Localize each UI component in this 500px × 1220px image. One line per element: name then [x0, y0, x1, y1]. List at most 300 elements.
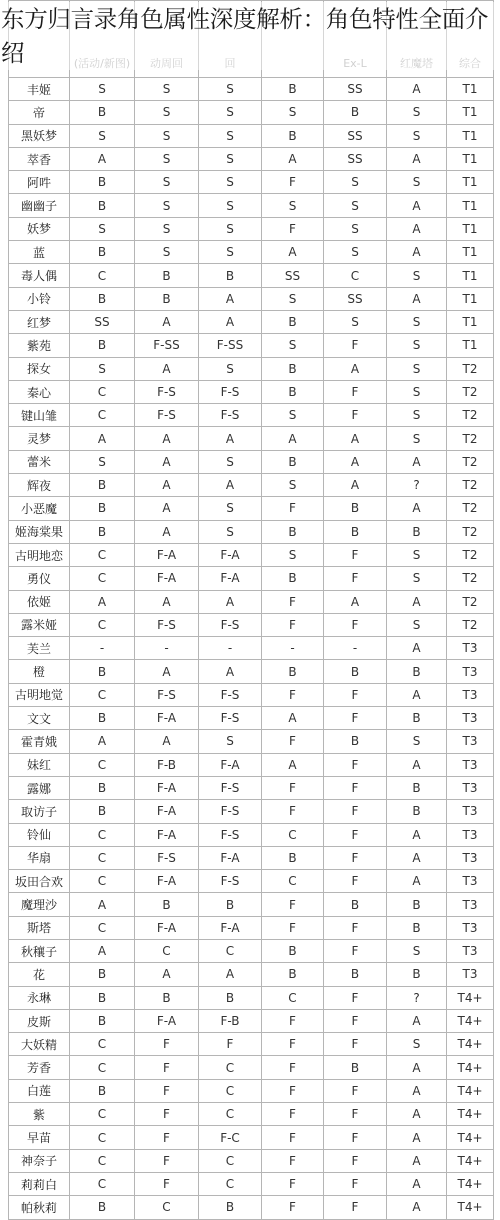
rating-cell: B — [387, 800, 447, 823]
rating-cell: F — [324, 1149, 387, 1172]
column-header-7: 综合 — [447, 1, 494, 78]
rating-cell: S — [387, 357, 447, 380]
rating-cell: S — [387, 334, 447, 357]
rating-cell: A — [135, 660, 199, 683]
rating-cell: B — [70, 194, 135, 217]
rating-cell: B — [262, 567, 324, 590]
rating-cell: T4+ — [447, 1103, 494, 1126]
rating-cell: F-S — [135, 404, 199, 427]
rating-cell: S — [262, 287, 324, 310]
rating-cell: T2 — [447, 590, 494, 613]
rating-cell: F-S — [199, 404, 262, 427]
rating-cell: B — [262, 450, 324, 473]
rating-cell: B — [199, 264, 262, 287]
rating-cell: B — [135, 986, 199, 1009]
rating-cell: F-S — [199, 380, 262, 403]
rating-cell: B — [324, 497, 387, 520]
rating-cell: T4+ — [447, 1149, 494, 1172]
rating-cell: C — [70, 1149, 135, 1172]
table-row — [9, 1172, 494, 1195]
character-name-cell: 铃仙 — [9, 823, 70, 846]
rating-cell: C — [70, 1033, 135, 1056]
table-row — [9, 590, 494, 613]
rating-cell: T3 — [447, 916, 494, 939]
rating-cell: C — [70, 380, 135, 403]
rating-cell: A — [135, 590, 199, 613]
rating-cell: S — [199, 241, 262, 264]
rating-cell: B — [387, 660, 447, 683]
character-name-cell: 大妖精 — [9, 1033, 70, 1056]
rating-cell: S — [262, 404, 324, 427]
rating-cell: F-A — [135, 870, 199, 893]
character-name-cell: 幽幽子 — [9, 194, 70, 217]
rating-cell: SS — [262, 264, 324, 287]
table-row — [9, 846, 494, 869]
character-name-cell: 探女 — [9, 357, 70, 380]
character-name-cell: 神奈子 — [9, 1149, 70, 1172]
rating-cell: B — [324, 730, 387, 753]
rating-cell: F — [262, 1149, 324, 1172]
rating-cell: F — [324, 543, 387, 566]
rating-cell: S — [387, 613, 447, 636]
rating-cell: S — [70, 450, 135, 473]
rating-cell: S — [199, 78, 262, 101]
rating-cell: T1 — [447, 78, 494, 101]
rating-cell: B — [70, 660, 135, 683]
rating-cell: S — [199, 124, 262, 147]
rating-cell: A — [135, 427, 199, 450]
table-row — [9, 1149, 494, 1172]
rating-cell: F — [324, 986, 387, 1009]
rating-cell: F-S — [199, 683, 262, 706]
rating-cell: F — [262, 1126, 324, 1149]
rating-cell: T1 — [447, 264, 494, 287]
rating-cell: S — [387, 310, 447, 333]
rating-cell: A — [387, 287, 447, 310]
table-row — [9, 1196, 494, 1219]
rating-cell: A — [199, 287, 262, 310]
character-name-cell: 莉莉白 — [9, 1172, 70, 1195]
rating-cell: S — [70, 357, 135, 380]
rating-cell: A — [70, 427, 135, 450]
rating-cell: C — [199, 1056, 262, 1079]
rating-cell: F — [262, 1103, 324, 1126]
rating-cell: A — [199, 427, 262, 450]
table-row — [9, 939, 494, 962]
rating-cell: F-S — [135, 846, 199, 869]
rating-cell: A — [262, 707, 324, 730]
rating-cell: B — [262, 520, 324, 543]
rating-cell: S — [324, 171, 387, 194]
rating-cell: C — [70, 916, 135, 939]
rating-cell: S — [199, 497, 262, 520]
table-row — [9, 217, 494, 240]
rating-cell: F-A — [135, 1009, 199, 1032]
character-name-cell: 早苗 — [9, 1126, 70, 1149]
character-name-cell: 帝 — [9, 101, 70, 124]
rating-cell: S — [262, 194, 324, 217]
rating-cell: B — [262, 124, 324, 147]
rating-cell: T2 — [447, 427, 494, 450]
table-row — [9, 613, 494, 636]
rating-cell: A — [324, 357, 387, 380]
rating-cell: F-S — [199, 823, 262, 846]
rating-cell: A — [387, 753, 447, 776]
rating-cell: T2 — [447, 404, 494, 427]
rating-cell: C — [70, 613, 135, 636]
rating-cell: B — [70, 497, 135, 520]
rating-cell: F-B — [135, 753, 199, 776]
character-name-cell: 蓝 — [9, 241, 70, 264]
rating-cell: T2 — [447, 543, 494, 566]
rating-cell: F — [262, 171, 324, 194]
rating-cell: B — [262, 380, 324, 403]
rating-cell: C — [70, 543, 135, 566]
rating-cell: F — [262, 1196, 324, 1219]
rating-cell: F — [324, 1196, 387, 1219]
rating-cell: T1 — [447, 101, 494, 124]
rating-cell: A — [387, 1126, 447, 1149]
rating-cell: C — [70, 683, 135, 706]
rating-cell: T4+ — [447, 986, 494, 1009]
rating-cell: ? — [387, 986, 447, 1009]
rating-cell: F — [324, 1172, 387, 1195]
rating-cell: A — [387, 241, 447, 264]
table-row — [9, 1033, 494, 1056]
rating-cell: C — [70, 1103, 135, 1126]
rating-cell: T3 — [447, 823, 494, 846]
rating-cell: B — [70, 986, 135, 1009]
table-row — [9, 637, 494, 660]
rating-cell: T3 — [447, 730, 494, 753]
rating-cell: F — [135, 1172, 199, 1195]
column-header-5: Ex-L — [324, 1, 387, 78]
rating-cell: B — [135, 893, 199, 916]
rating-cell: B — [387, 707, 447, 730]
rating-cell: F — [262, 217, 324, 240]
table-row — [9, 543, 494, 566]
rating-cell: B — [199, 893, 262, 916]
rating-cell: C — [70, 1126, 135, 1149]
rating-cell: T1 — [447, 171, 494, 194]
character-name-cell: 露娜 — [9, 776, 70, 799]
rating-cell: S — [262, 543, 324, 566]
rating-cell: S — [387, 404, 447, 427]
rating-cell: B — [324, 101, 387, 124]
character-name-cell: 秦心 — [9, 380, 70, 403]
table-row — [9, 823, 494, 846]
rating-cell: F — [262, 683, 324, 706]
rating-cell: B — [262, 846, 324, 869]
rating-cell: A — [135, 450, 199, 473]
rating-cell: A — [387, 637, 447, 660]
rating-cell: S — [135, 241, 199, 264]
rating-cell: S — [135, 78, 199, 101]
rating-cell: B — [387, 520, 447, 543]
rating-cell: B — [135, 264, 199, 287]
rating-cell: F-SS — [135, 334, 199, 357]
character-name-cell: 取访子 — [9, 800, 70, 823]
character-name-cell: 皮斯 — [9, 1009, 70, 1032]
rating-cell: B — [70, 1009, 135, 1032]
rating-cell: S — [135, 217, 199, 240]
rating-cell: A — [387, 846, 447, 869]
rating-cell: T4+ — [447, 1009, 494, 1032]
character-name-cell: 丰姬 — [9, 78, 70, 101]
table-row — [9, 730, 494, 753]
rating-cell: B — [324, 660, 387, 683]
rating-cell: T3 — [447, 963, 494, 986]
rating-cell: B — [70, 1196, 135, 1219]
rating-cell: A — [135, 963, 199, 986]
rating-cell: A — [135, 520, 199, 543]
rating-cell: F — [135, 1149, 199, 1172]
rating-cell: T1 — [447, 147, 494, 170]
character-name-cell: 白莲 — [9, 1079, 70, 1102]
rating-cell: F — [135, 1056, 199, 1079]
rating-cell: F — [324, 1079, 387, 1102]
rating-cell: SS — [324, 78, 387, 101]
rating-cell: F — [262, 1033, 324, 1056]
character-name-cell: 紫 — [9, 1103, 70, 1126]
column-header-1: (活动/新图) — [70, 1, 135, 78]
rating-cell: F — [324, 823, 387, 846]
character-name-cell: 勇仪 — [9, 567, 70, 590]
rating-cell: SS — [324, 287, 387, 310]
character-name-cell: 紫苑 — [9, 334, 70, 357]
rating-cell: S — [199, 357, 262, 380]
rating-cell: C — [199, 939, 262, 962]
rating-cell: T3 — [447, 707, 494, 730]
rating-cell: C — [70, 1056, 135, 1079]
rating-cell: A — [387, 1009, 447, 1032]
rating-cell: C — [199, 1149, 262, 1172]
rating-cell: F-S — [135, 380, 199, 403]
rating-cell: F — [262, 613, 324, 636]
rating-cell: F — [262, 776, 324, 799]
rating-cell: S — [199, 101, 262, 124]
rating-cell: F — [199, 1033, 262, 1056]
rating-cell: C — [70, 1172, 135, 1195]
rating-cell: F — [324, 380, 387, 403]
character-rating-table — [8, 0, 494, 1220]
rating-cell: S — [387, 427, 447, 450]
rating-cell: B — [199, 1196, 262, 1219]
rating-cell: F — [324, 800, 387, 823]
rating-cell: T2 — [447, 450, 494, 473]
character-name-cell: 萃香 — [9, 147, 70, 170]
table-row — [9, 1009, 494, 1032]
rating-cell: F — [262, 1056, 324, 1079]
table-body — [9, 78, 494, 1220]
character-name-cell: 帕秋莉 — [9, 1196, 70, 1219]
character-name-cell: 键山雏 — [9, 404, 70, 427]
rating-cell: S — [199, 147, 262, 170]
rating-cell: S — [199, 520, 262, 543]
rating-cell: A — [70, 730, 135, 753]
rating-cell: C — [199, 1079, 262, 1102]
rating-cell: F-S — [199, 800, 262, 823]
table-row — [9, 916, 494, 939]
rating-cell: A — [387, 1079, 447, 1102]
rating-cell: T3 — [447, 800, 494, 823]
rating-cell: B — [70, 171, 135, 194]
rating-cell: T2 — [447, 613, 494, 636]
rating-cell: A — [387, 1056, 447, 1079]
rating-cell: S — [70, 124, 135, 147]
rating-cell: - — [199, 637, 262, 660]
rating-cell: S — [387, 567, 447, 590]
rating-cell: F-A — [135, 543, 199, 566]
character-name-cell: 斯塔 — [9, 916, 70, 939]
character-name-cell: 古明地觉 — [9, 683, 70, 706]
rating-cell: A — [199, 310, 262, 333]
rating-cell: S — [324, 217, 387, 240]
rating-cell: C — [262, 986, 324, 1009]
rating-cell: F — [262, 497, 324, 520]
rating-cell: F-A — [135, 823, 199, 846]
rating-cell: A — [387, 1103, 447, 1126]
rating-cell: ? — [387, 474, 447, 497]
rating-cell: S — [199, 194, 262, 217]
table-row — [9, 450, 494, 473]
rating-cell: F — [262, 893, 324, 916]
rating-cell: B — [70, 474, 135, 497]
rating-cell: A — [135, 310, 199, 333]
rating-cell: S — [324, 241, 387, 264]
rating-cell: B — [70, 241, 135, 264]
rating-cell: S — [262, 101, 324, 124]
rating-cell: A — [70, 939, 135, 962]
rating-cell: S — [135, 194, 199, 217]
rating-cell: F-S — [199, 776, 262, 799]
rating-cell: F — [324, 404, 387, 427]
rating-cell: C — [199, 1172, 262, 1195]
rating-cell: T1 — [447, 287, 494, 310]
rating-cell: T2 — [447, 520, 494, 543]
table-row — [9, 683, 494, 706]
rating-cell: T2 — [447, 474, 494, 497]
rating-cell: C — [70, 823, 135, 846]
rating-cell: F — [324, 334, 387, 357]
rating-cell: F — [324, 1126, 387, 1149]
rating-cell: S — [387, 730, 447, 753]
rating-cell: A — [135, 357, 199, 380]
page-title: 东方归言录角色属性深度解析：角色特性全面介绍 — [1, 2, 500, 70]
rating-cell: S — [387, 124, 447, 147]
rating-cell: S — [387, 1033, 447, 1056]
rating-cell: A — [387, 590, 447, 613]
rating-cell: F — [324, 1033, 387, 1056]
rating-cell: F-C — [199, 1126, 262, 1149]
table-row — [9, 474, 494, 497]
rating-cell: C — [135, 939, 199, 962]
rating-cell: B — [70, 800, 135, 823]
rating-cell: T4+ — [447, 1126, 494, 1149]
rating-cell: F — [262, 1172, 324, 1195]
rating-cell: A — [135, 497, 199, 520]
rating-cell: - — [70, 637, 135, 660]
rating-cell: F — [262, 916, 324, 939]
rating-cell: B — [199, 986, 262, 1009]
table-row — [9, 171, 494, 194]
column-header-6: 红魔塔 — [387, 1, 447, 78]
table-row — [9, 287, 494, 310]
table-row — [9, 194, 494, 217]
rating-cell: F-A — [199, 916, 262, 939]
rating-cell: F-A — [135, 776, 199, 799]
rating-cell: S — [387, 543, 447, 566]
rating-cell: A — [324, 474, 387, 497]
rating-cell: A — [387, 497, 447, 520]
rating-cell: F — [262, 1009, 324, 1032]
rating-cell: A — [199, 590, 262, 613]
rating-cell: B — [70, 101, 135, 124]
rating-cell: B — [70, 1079, 135, 1102]
rating-cell: T1 — [447, 241, 494, 264]
rating-cell: S — [387, 171, 447, 194]
table-row — [9, 124, 494, 147]
rating-cell: F — [324, 753, 387, 776]
column-header-2: 动周回 — [135, 1, 199, 78]
rating-cell: - — [262, 637, 324, 660]
rating-cell: A — [135, 474, 199, 497]
character-name-cell: 小铃 — [9, 287, 70, 310]
rating-cell: S — [70, 217, 135, 240]
table-row — [9, 101, 494, 124]
rating-cell: A — [135, 730, 199, 753]
rating-cell: A — [70, 590, 135, 613]
rating-cell: C — [70, 753, 135, 776]
character-name-cell: 永琳 — [9, 986, 70, 1009]
rating-cell: F-B — [199, 1009, 262, 1032]
rating-cell: S — [199, 217, 262, 240]
rating-cell: F-A — [135, 567, 199, 590]
rating-cell: S — [387, 101, 447, 124]
rating-cell: S — [135, 171, 199, 194]
rating-cell: C — [324, 264, 387, 287]
rating-cell: T1 — [447, 124, 494, 147]
rating-cell: T3 — [447, 846, 494, 869]
rating-cell: F — [262, 590, 324, 613]
rating-cell: SS — [70, 310, 135, 333]
rating-cell: F — [135, 1103, 199, 1126]
rating-cell: F — [324, 1103, 387, 1126]
rating-cell: F-A — [135, 800, 199, 823]
rating-cell: S — [324, 194, 387, 217]
rating-cell: S — [199, 171, 262, 194]
rating-cell: F — [262, 800, 324, 823]
rating-cell: F — [324, 870, 387, 893]
character-name-cell: 霍青娥 — [9, 730, 70, 753]
rating-cell: B — [135, 287, 199, 310]
rating-cell: A — [199, 660, 262, 683]
rating-cell: B — [324, 963, 387, 986]
rating-cell: A — [387, 1149, 447, 1172]
rating-cell: B — [70, 520, 135, 543]
rating-cell: A — [262, 427, 324, 450]
character-name-cell: 华扇 — [9, 846, 70, 869]
rating-cell: T1 — [447, 334, 494, 357]
rating-cell: B — [324, 520, 387, 543]
rating-cell: S — [387, 380, 447, 403]
rating-cell: S — [387, 264, 447, 287]
table-row — [9, 893, 494, 916]
rating-cell: T3 — [447, 660, 494, 683]
column-header-3: 回 — [199, 1, 262, 78]
rating-cell: S — [199, 450, 262, 473]
rating-cell: C — [135, 1196, 199, 1219]
